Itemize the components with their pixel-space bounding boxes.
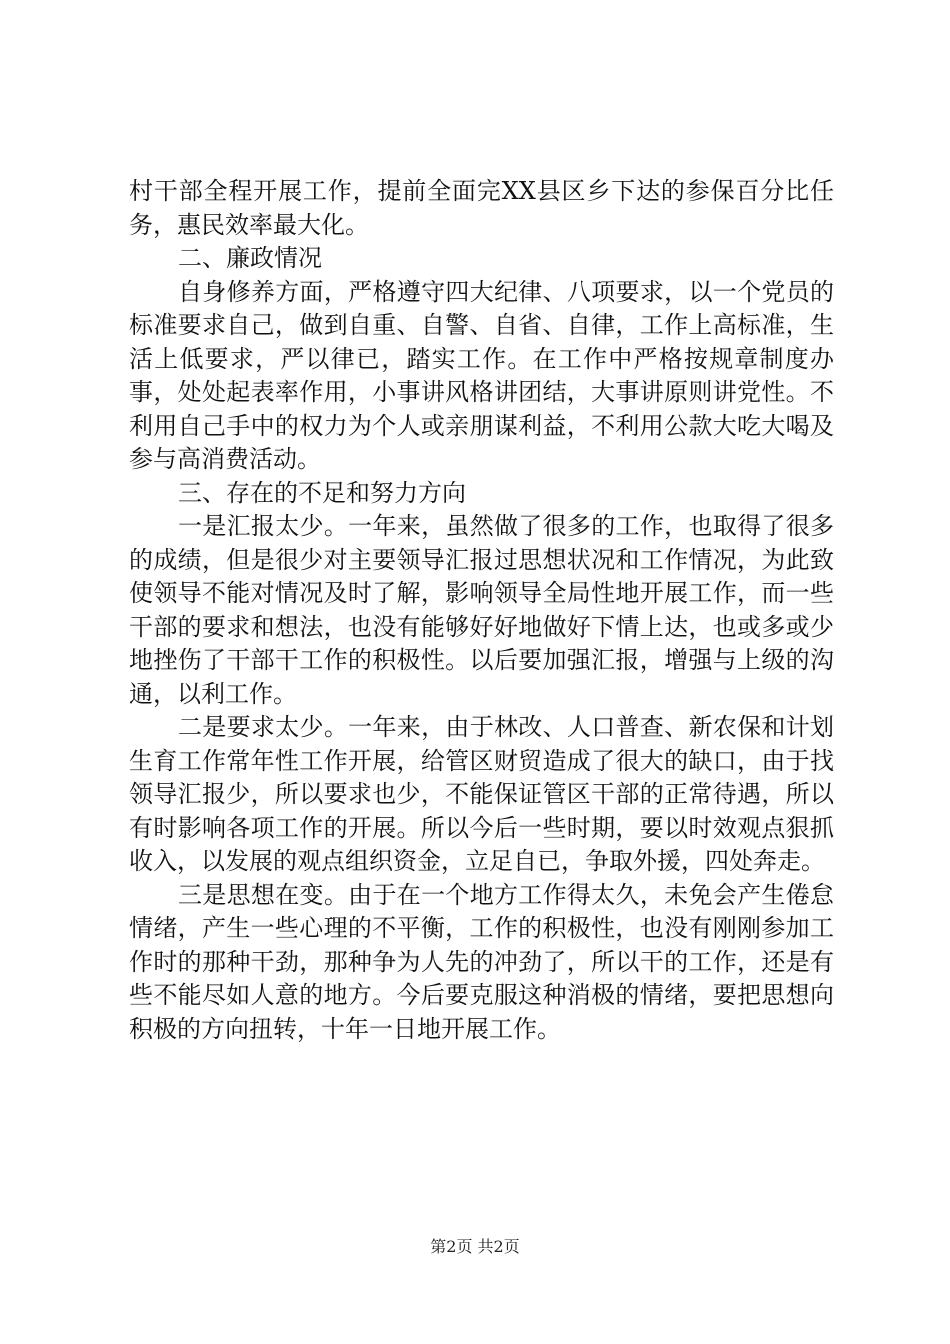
- document-body: [129, 175, 834, 1046]
- paragraph-shortcoming-2: 二是要求太少。一年来，由于林改、人口普查、新农保和计划生育工作常年性工作开展，给管区财贸造成了很大的缺口，由于找领导汇报少，所以要求也少，不能保证管区干部的正常待遇，所以有时影响各项工作的开展。所以今后一些时期，要以时效观点狠抓收入，以发展的观点组织资金，立足自已，争取外援，四处奔走。: [129, 713, 834, 875]
- page-number-footer: 第2页 共2页: [430, 1237, 520, 1256]
- paragraph-integrity: 自身修养方面，严格遵守四大纪律、八项要求，以一个党员的标准要求自己，做到自重、自警、自省、自律，工作上高标准，生活上低要求，严以律已，踏实工作。在工作中严格按规章制度办事，处处起表率作用，小事讲风格讲团结，大事讲原则讲党性。不利用自己手中的权力为个人或亲朋谋利益，不利用公款大吃大喝及参与高消费活动。: [129, 277, 834, 473]
- paragraph-shortcoming-1: 一是汇报太少。一年来，虽然做了很多的工作，也取得了很多的成绩，但是很少对主要领导汇报过思想状况和工作情况，为此致使领导不能对情况及时了解，影响领导全局性地开展工作，而一些干部的要求和想法，也没有能够好好地做好下情上达，也或多或少地挫伤了干部干工作的积极性。以后要加强汇报，增强与上级的沟通，以利工作。: [129, 512, 834, 708]
- section-heading-shortcomings: 三、存在的不足和努力方向: [178, 478, 466, 507]
- paragraph-shortcoming-3: 三是思想在变。由于在一个地方工作得太久，未免会产生倦怠情绪，产生一些心理的不平衡，工作的积极性，也没有刚刚参加工作时的那种干劲，那种争为人先的冲劲了，所以干的工作，还是有些不能尽如人意的地方。今后要克服这种消极的情绪，要把思想向积极的方向扭转，十年一日地开展工作。: [129, 880, 834, 1043]
- paragraph-1: 村干部全程开展工作，提前全面完XX县区乡下达的参保百分比任务，惠民效率最大化。: [129, 177, 834, 239]
- section-heading-integrity: 二、廉政情况: [178, 244, 322, 272]
